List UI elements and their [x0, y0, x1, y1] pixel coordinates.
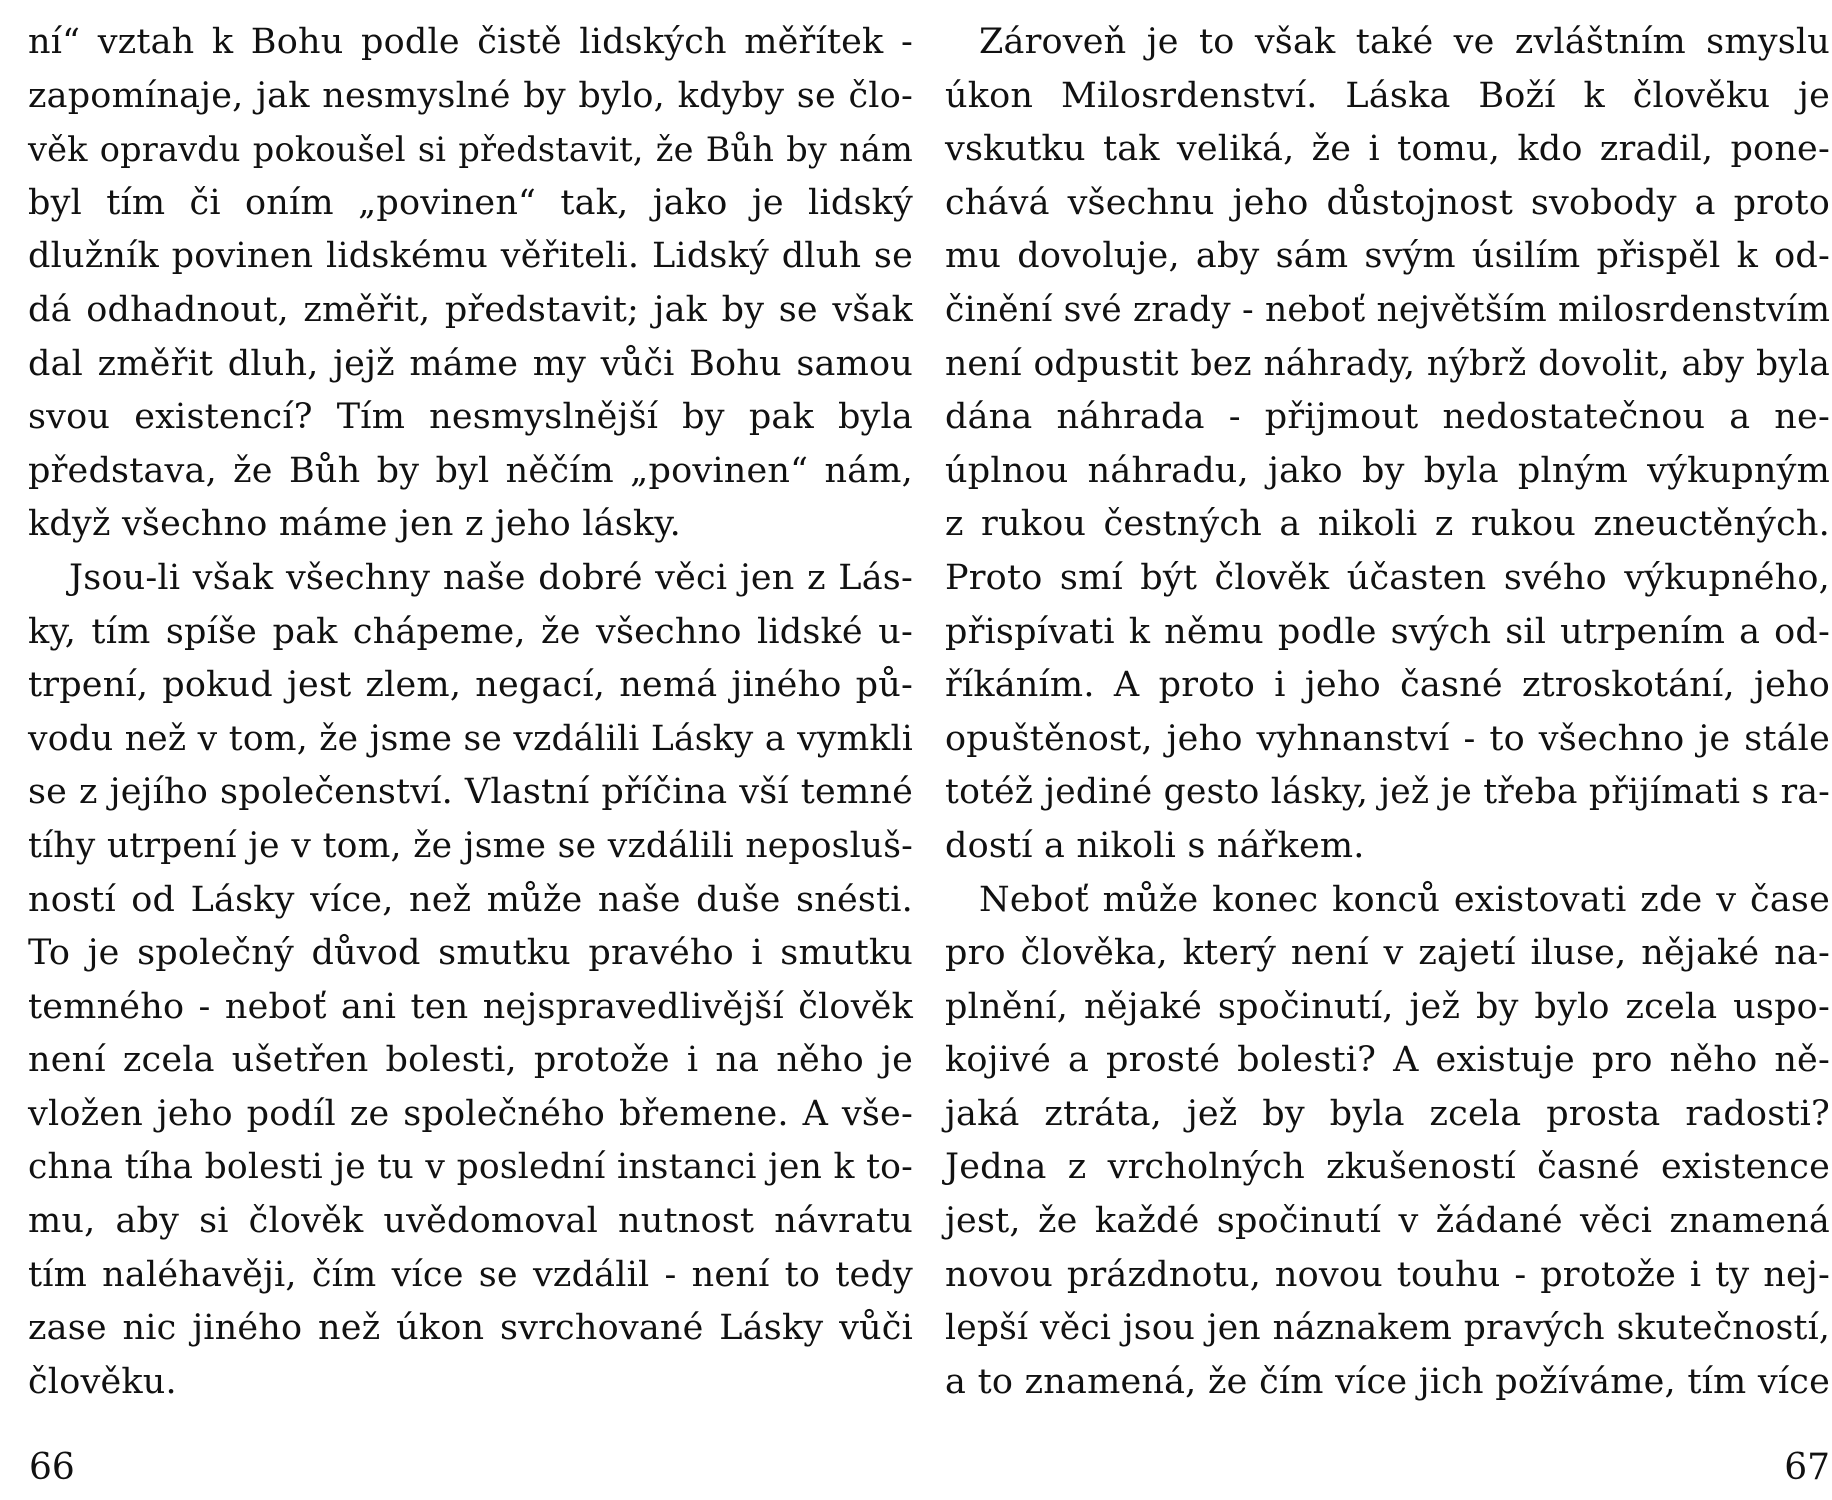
- text-line: ností od Lásky více, než může naše duše snésti.: [28, 879, 913, 920]
- text-line: se z jejího společenství. Vlastní příčina vší temné: [28, 772, 913, 813]
- text-line: dlužník povinen lidskému věřiteli. Lidský dluh se: [28, 236, 913, 277]
- text-line: jest, že každé spočinutí v žádané věci znamená: [945, 1201, 1830, 1242]
- text-line: přispívati k němu podle svých sil utrpením a od-: [945, 611, 1830, 652]
- text-line: Proto smí být člověk účasten svého výkupného,: [945, 557, 1830, 598]
- text-line: opuštěnost, jeho vyhnanství - to všechno je stále: [945, 718, 1830, 759]
- text-line: pro člověka, který není v zajetí iluse, nějaké na-: [945, 933, 1830, 974]
- paragraph-start-line: Neboť může konec konců existovati zde v čase: [979, 879, 1830, 920]
- text-line: dá odhadnout, změřit, představit; jak by se však: [28, 289, 913, 330]
- text-line: dána náhrada - přijmout nedostatečnou a ne-: [945, 397, 1830, 438]
- text-line: věk opravdu pokoušel si představit, že Bůh by nám: [28, 130, 913, 170]
- text-line: totéž jediné gesto lásky, jež je třeba přijímati s ra-: [945, 772, 1830, 813]
- text-line: chává všechnu jeho důstojnost svobody a proto: [945, 182, 1830, 223]
- text-line: úkon Milosrdenství. Láska Boží k člověku je: [945, 75, 1830, 116]
- text-line: vložen jeho podíl ze společného břemene. A vše-: [28, 1093, 913, 1134]
- text-line: úplnou náhradu, jako by byla plným výkupným: [945, 450, 1830, 491]
- text-line: činění své zrady - neboť největším milosrdenstvím: [945, 289, 1831, 330]
- text-line: dal změřit dluh, jejž máme my vůči Bohu samou: [28, 343, 913, 384]
- text-line: chna tíha bolesti je tu v poslední instanci jen k to-: [28, 1147, 913, 1188]
- text-line: kojivé a prosté bolesti? A existuje pro něho ně-: [945, 1040, 1830, 1081]
- text-line: zapomínaje, jak nesmyslné by bylo, kdyby se člo-: [28, 75, 913, 116]
- text-line: ky, tím spíše pak chápeme, že všechno lidské u-: [28, 611, 913, 652]
- text-line: ní“ vztah k Bohu podle čistě lidských měřítek -: [28, 22, 913, 62]
- paragraph-start-line: Zároveň je to však také ve zvláštním smyslu: [979, 22, 1830, 62]
- text-line: z rukou čestných a nikoli z rukou zneuctěných.: [945, 504, 1830, 545]
- text-line: říkáním. A proto i jeho časné ztroskotání, jeho: [945, 665, 1830, 706]
- text-line: plnění, nějaké spočinutí, jež by bylo zcela uspo-: [945, 986, 1830, 1027]
- text-line: není zcela ušetřen bolesti, protože i na něho je: [28, 1040, 913, 1081]
- text-line: mu, aby si člověk uvědomoval nutnost návratu: [28, 1201, 913, 1242]
- text-line: To je společný důvod smutku pravého i smutku: [28, 933, 913, 974]
- paragraph-end-line: když všechno máme jen z jeho lásky.: [28, 504, 681, 545]
- paragraph-end-line: dostí a nikoli s nářkem.: [945, 825, 1365, 866]
- text-line: byl tím či oním „povinen“ tak, jako je lidský: [28, 182, 913, 223]
- text-line: není odpustit bez náhrady, nýbrž dovolit, aby byla: [945, 343, 1830, 384]
- text-line: vodu než v tom, že jsme se vzdálili Lásky a vymkli: [28, 718, 913, 759]
- text-line: zase nic jiného než úkon svrchované Lásky vůči: [28, 1308, 913, 1349]
- text-line: a to znamená, že čím více jich požíváme, tím více: [945, 1361, 1830, 1402]
- text-line: lepší věci jsou jen náznakem pravých skutečností,: [945, 1308, 1830, 1349]
- text-line: novou prázdnotu, novou touhu - protože i ty nej-: [945, 1254, 1830, 1295]
- paragraph-end-line: člověku.: [28, 1361, 177, 1402]
- text-line: tím naléhavěji, čím více se vzdálil - není to tedy: [28, 1254, 913, 1295]
- text-line: trpení, pokud jest zlem, negací, nemá jiného pů-: [28, 665, 913, 706]
- text-line: svou existencí? Tím nesmyslnější by pak byla: [28, 397, 913, 438]
- text-line: Jedna z vrcholných zkušeností časné existence: [945, 1147, 1830, 1188]
- text-line: představa, že Bůh by byl něčím „povinen“ nám,: [28, 450, 913, 491]
- right-page: [945, 16, 1830, 1486]
- left-page-text: [28, 16, 913, 1409]
- text-line: vskutku tak veliká, že i tomu, kdo zradil, pone-: [945, 129, 1830, 170]
- text-line: tíhy utrpení je v tom, že jsme se vzdálili neposluš-: [28, 825, 913, 866]
- left-page: [28, 16, 913, 1486]
- paragraph-start-line: Jsou-li však všechny naše dobré věci jen z Lás-: [69, 557, 913, 598]
- right-page-text: [945, 16, 1830, 1409]
- text-line: jaká ztráta, jež by byla zcela prosta radosti?: [945, 1093, 1830, 1134]
- text-line: temného - neboť ani ten nejspravedlivější člověk: [28, 986, 913, 1027]
- text-line: mu dovoluje, aby sám svým úsilím přispěl k od-: [945, 236, 1830, 277]
- page-number: 66: [29, 1447, 75, 1488]
- page-number: 67: [1784, 1447, 1830, 1488]
